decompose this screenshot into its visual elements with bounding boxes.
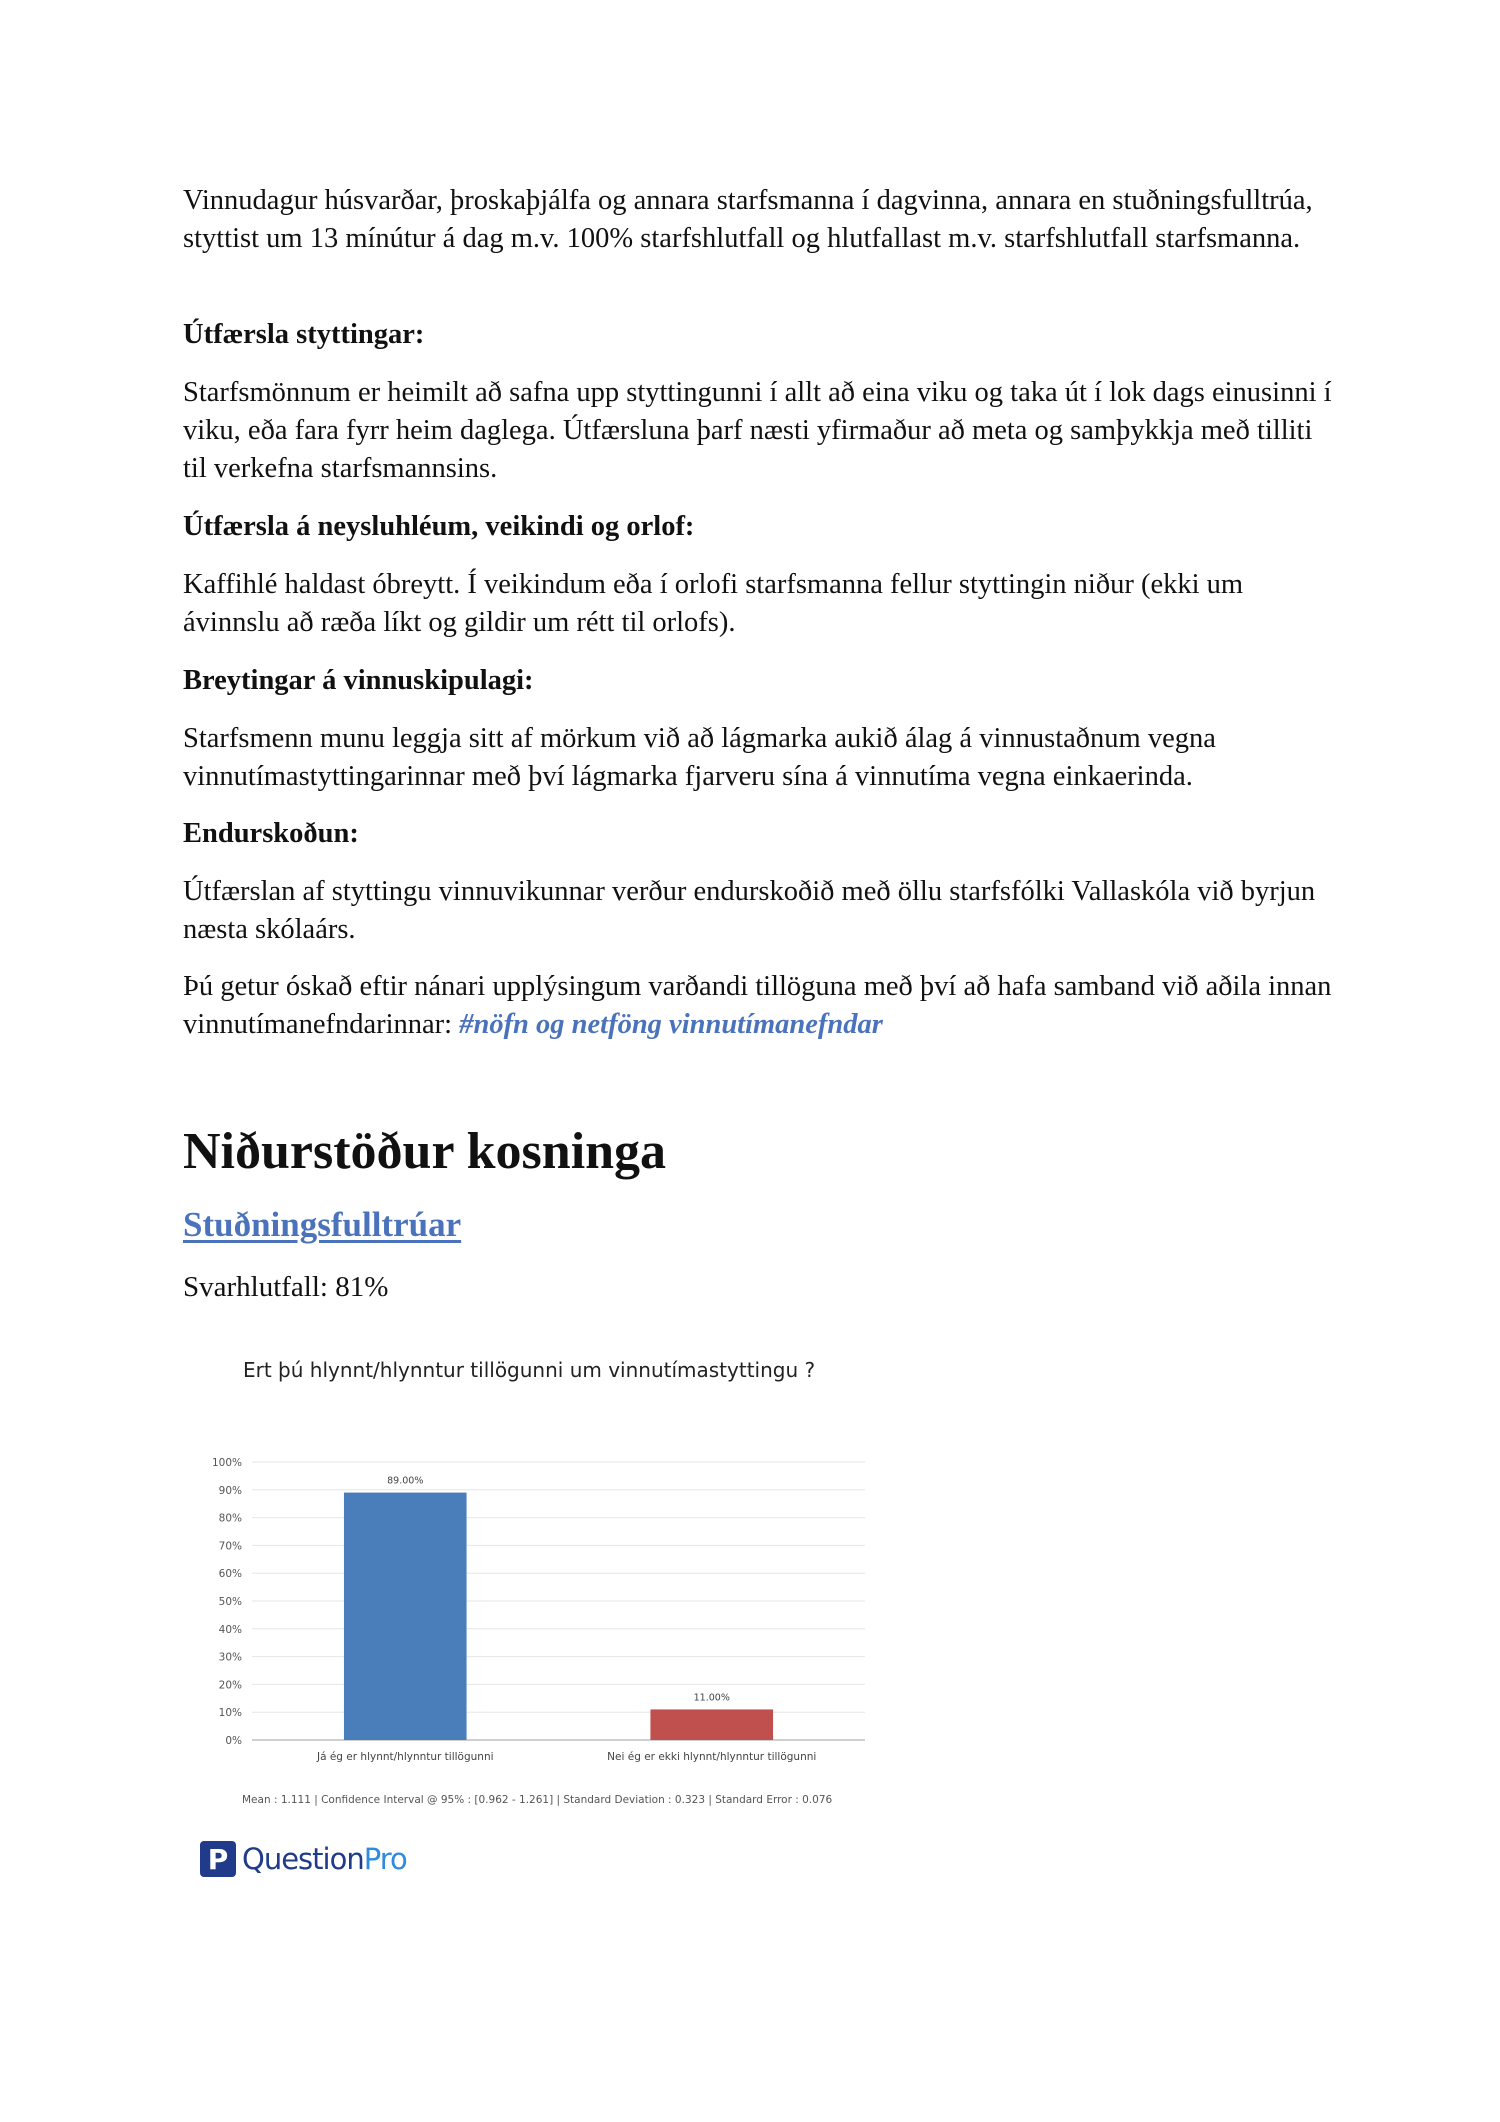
paragraph-breaks: Kaffihlé haldast óbreytt. Í veikindum eða í orlofi starfsmanna fellur styttingin niður (ekki um ávinnslu að ræða líkt og gildir um rétt til orlofs). bbox=[183, 569, 1244, 638]
x-category-label: Nei ég er ekki hlynnt/hlynntur tillögunni bbox=[607, 1751, 817, 1763]
contact-text: Þú getur óskað eftir nánari upplýsingum varðandi tillöguna með því að hafa samband við aðila innan vinnutímanefndarinnar: bbox=[183, 971, 1332, 1040]
y-tick-label: 50% bbox=[218, 1596, 242, 1608]
y-tick-label: 70% bbox=[218, 1540, 242, 1553]
paragraph-work-organization: Starfsmenn munu leggja sitt af mörkum við að lágmarka aukið álag á vinnustaðnum vegna vinnutímastyttingarinnar með því lágmarka fjarveru sína á vinnutíma vegna einkaerinda. bbox=[183, 723, 1216, 792]
y-tick-label: 100% bbox=[211, 1457, 242, 1469]
committee-contacts-link[interactable]: #nöfn og netföng vinnutímanefndar bbox=[459, 1009, 883, 1040]
y-tick-label: 40% bbox=[218, 1623, 242, 1636]
questionpro-logo bbox=[200, 1840, 407, 1878]
group-heading-link[interactable]: Stuðningsfulltrúar bbox=[183, 1205, 462, 1244]
poll-chart bbox=[190, 1350, 890, 1830]
questionpro-logo-text: QuestionPro bbox=[242, 1842, 407, 1876]
chart-statistics: Mean : 1.111 | Confidence Interval @ 95% : [0.962 - 1.261] | Standard Deviation : 0.323 | Standard Error : 0.076 bbox=[242, 1794, 833, 1806]
bar bbox=[344, 1493, 467, 1740]
questionpro-logo-icon: P bbox=[200, 1841, 236, 1877]
paragraph-contact bbox=[183, 968, 1333, 1044]
bar bbox=[650, 1709, 773, 1740]
y-tick-label: 60% bbox=[218, 1568, 242, 1581]
data-label: 89.00% bbox=[387, 1475, 424, 1487]
subheading-work-organization: Breytingar á vinnuskipulagi: bbox=[183, 665, 534, 696]
y-tick-label: 10% bbox=[218, 1707, 242, 1720]
y-tick-label: 20% bbox=[218, 1679, 242, 1692]
data-label: 11.00% bbox=[693, 1692, 730, 1704]
y-tick-label: 30% bbox=[218, 1651, 242, 1664]
subheading-breaks-sickness-leave: Útfærsla á neysluhléum, veikindi og orlof: bbox=[183, 511, 695, 542]
y-tick-label: 90% bbox=[218, 1484, 242, 1497]
bar-chart-svg bbox=[190, 1350, 890, 1790]
chart-title: Ert þú hlynnt/hlynntur tillögunni um vinnutímastyttingu ? bbox=[243, 1358, 816, 1382]
response-rate: Svarhlutfall: 81% bbox=[183, 1271, 389, 1303]
y-tick-label: 0% bbox=[225, 1735, 242, 1747]
paragraph-review: Útfærslan af styttingu vinnuvikunnar verður endurskoðið með öllu starfsfólki Vallaskóla við byrjun næsta skólaárs. bbox=[183, 876, 1316, 945]
results-heading: Niðurstöður kosninga bbox=[183, 1123, 667, 1180]
paragraph-workday: Vinnudagur húsvarðar, þroskaþjálfa og annara starfsmanna í dagvinna, annara en stuðningsfulltrúa, styttist um 13 mínútur á dag m.v. 100% starfshlutfall og hlutfallast m.v. starfshlutfall starfsmanna. bbox=[183, 185, 1313, 254]
paragraph-implementation: Starfsmönnum er heimilt að safna upp styttingunni í allt að eina viku og taka út í lok dags einusinni í viku, eða fara fyrr heim daglega. Útfærsluna þarf næsti yfirmaður að meta og samþykkja með tilliti til verkefna starfsmannsins. bbox=[183, 377, 1332, 484]
y-tick-label: 80% bbox=[218, 1512, 242, 1525]
subheading-review: Endurskoðun: bbox=[183, 818, 359, 849]
subheading-implementation: Útfærsla styttingar: bbox=[183, 319, 425, 350]
x-category-label: Já ég er hlynnt/hlynntur tillögunni bbox=[316, 1751, 494, 1763]
